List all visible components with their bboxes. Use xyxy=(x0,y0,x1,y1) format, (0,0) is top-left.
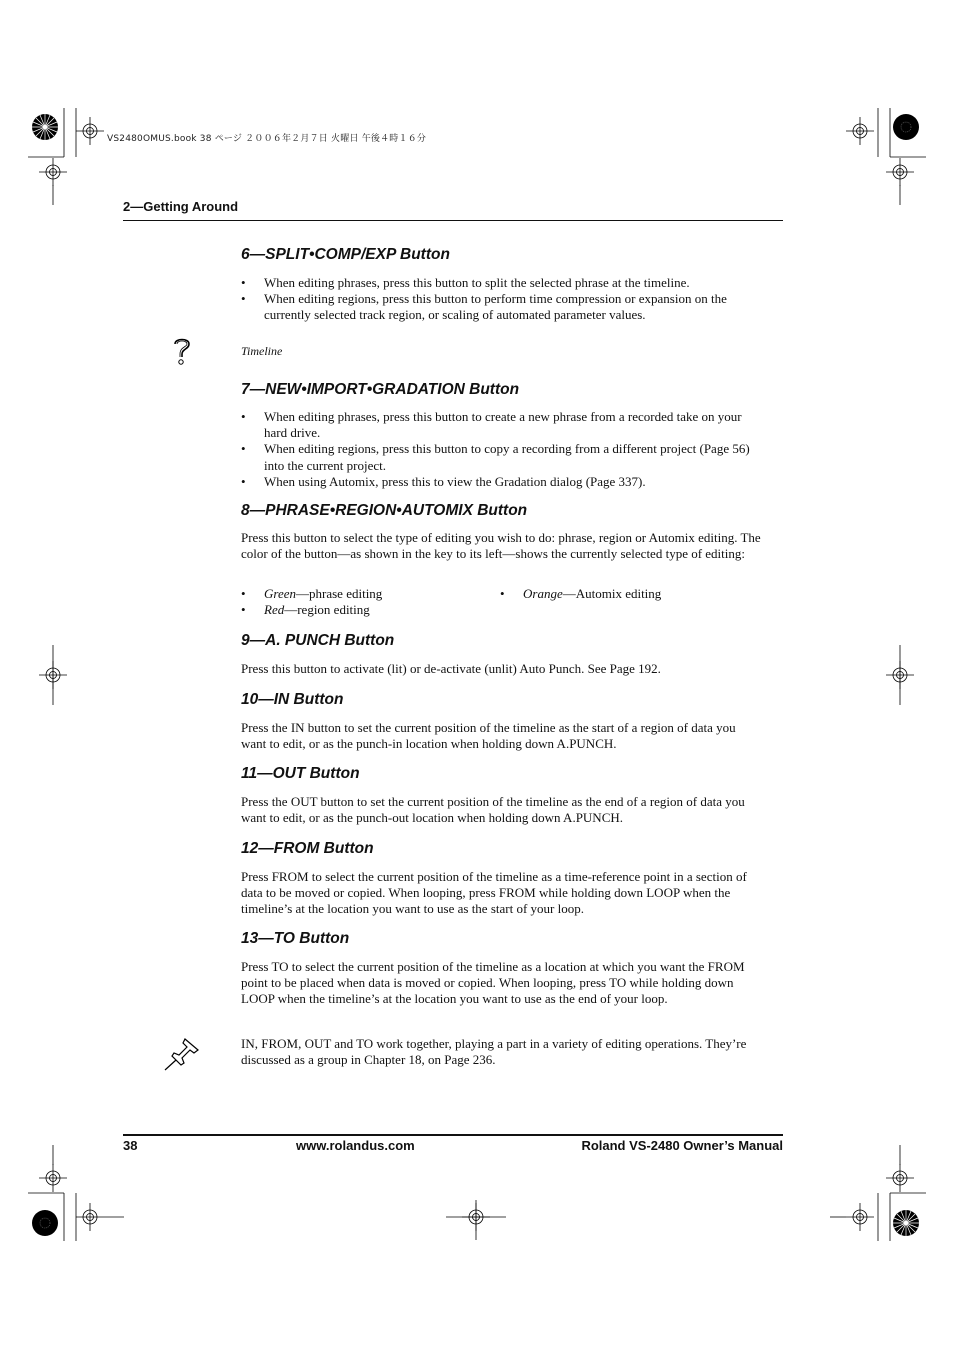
list-item: • When editing phrases, press this button to create a new phrase from a recorded take on your hard drive. xyxy=(241,409,742,441)
header-rule xyxy=(123,220,783,221)
pushpin-icon xyxy=(163,1036,201,1072)
section-heading-10: 10—IN Button xyxy=(241,691,344,708)
section-heading-11: 11—OUT Button xyxy=(241,765,360,782)
footer-url[interactable]: www.rolandus.com xyxy=(296,1138,415,1153)
section-7-bullets xyxy=(241,409,761,490)
question-mark-icon xyxy=(171,335,193,367)
list-item: • When editing phrases, press this button to split the selected phrase at the timeline. xyxy=(241,275,690,290)
section-11-body: Press the OUT button to set the current position of the timeline as the end of a region of data you want to edit, or as the punch-out location when holding down A.PUNCH. xyxy=(241,794,745,826)
section-13-body: Press TO to select the current position of the timeline as a location at which you want the FROM point to be placed when data is moved or copied. When looping, press TO while holding down LOOP when the timeline’s at the location you want to use as the end of your loop. xyxy=(241,959,745,1007)
section-12-body: Press FROM to select the current position of the timeline as a time-reference point in a section of data to be moved or copied. When looping, press FROM while holding down LOOP when the timeline’s at the location you want to use as the start of your loop. xyxy=(241,869,747,917)
print-slug: VS2480OMUS.book 38 ページ ２００６年２月７日 火曜日 午後４時１６分 xyxy=(107,134,427,144)
section-heading-6: 6—SPLIT•COMP/EXP Button xyxy=(241,246,450,263)
list-item: • When editing regions, press this button to perform time compression or expansion on the currently selected track region, or scaling of automated parameter values. xyxy=(241,291,727,323)
section-9-body: Press this button to activate (lit) or de-activate (unlit) Auto Punch. See Page 192. xyxy=(241,661,661,676)
footer-manual-title: Roland VS-2480 Owner’s Manual xyxy=(581,1138,783,1153)
list-item: • When editing regions, press this button to copy a recording from a different project (Page 56) into the current project. xyxy=(241,441,750,473)
running-head: 2—Getting Around xyxy=(123,199,239,214)
note-timeline: Timeline xyxy=(241,344,283,358)
list-item: • When using Automix, press this to view the Gradation dialog (Page 337). xyxy=(241,473,646,489)
section-6-bullets xyxy=(241,275,761,324)
page-number: 38 xyxy=(123,1138,138,1153)
section-8-body: Press this button to select the type of editing you wish to do: phrase, region or Automix editing. The color of the button—as shown in the key to its left—shows the currently selected type of editing: xyxy=(241,530,761,562)
list-item: • Green—phrase editing xyxy=(241,586,383,601)
bottom-note: IN, FROM, OUT and TO work together, playing a part in a variety of editing operations. They’re discussed as a group in Chapter 18, on Page 236. xyxy=(241,1036,747,1068)
list-item: • Red—region editing xyxy=(241,602,370,618)
section-heading-12: 12—FROM Button xyxy=(241,840,374,857)
color-list-right xyxy=(500,586,740,602)
section-heading-13: 13—TO Button xyxy=(241,930,350,947)
footer-rule xyxy=(123,1134,783,1136)
section-10-body: Press the IN button to set the current position of the timeline as the start of a region of data you want to edit, or as the punch-in location when holding down A.PUNCH. xyxy=(241,720,736,752)
color-list-left xyxy=(241,586,481,618)
section-heading-8: 8—PHRASE•REGION•AUTOMIX Button xyxy=(241,502,528,519)
section-heading-9: 9—A. PUNCH Button xyxy=(241,632,395,649)
list-item: • Orange—Automix editing xyxy=(500,586,662,601)
section-heading-7: 7—NEW•IMPORT•GRADATION Button xyxy=(241,381,520,398)
